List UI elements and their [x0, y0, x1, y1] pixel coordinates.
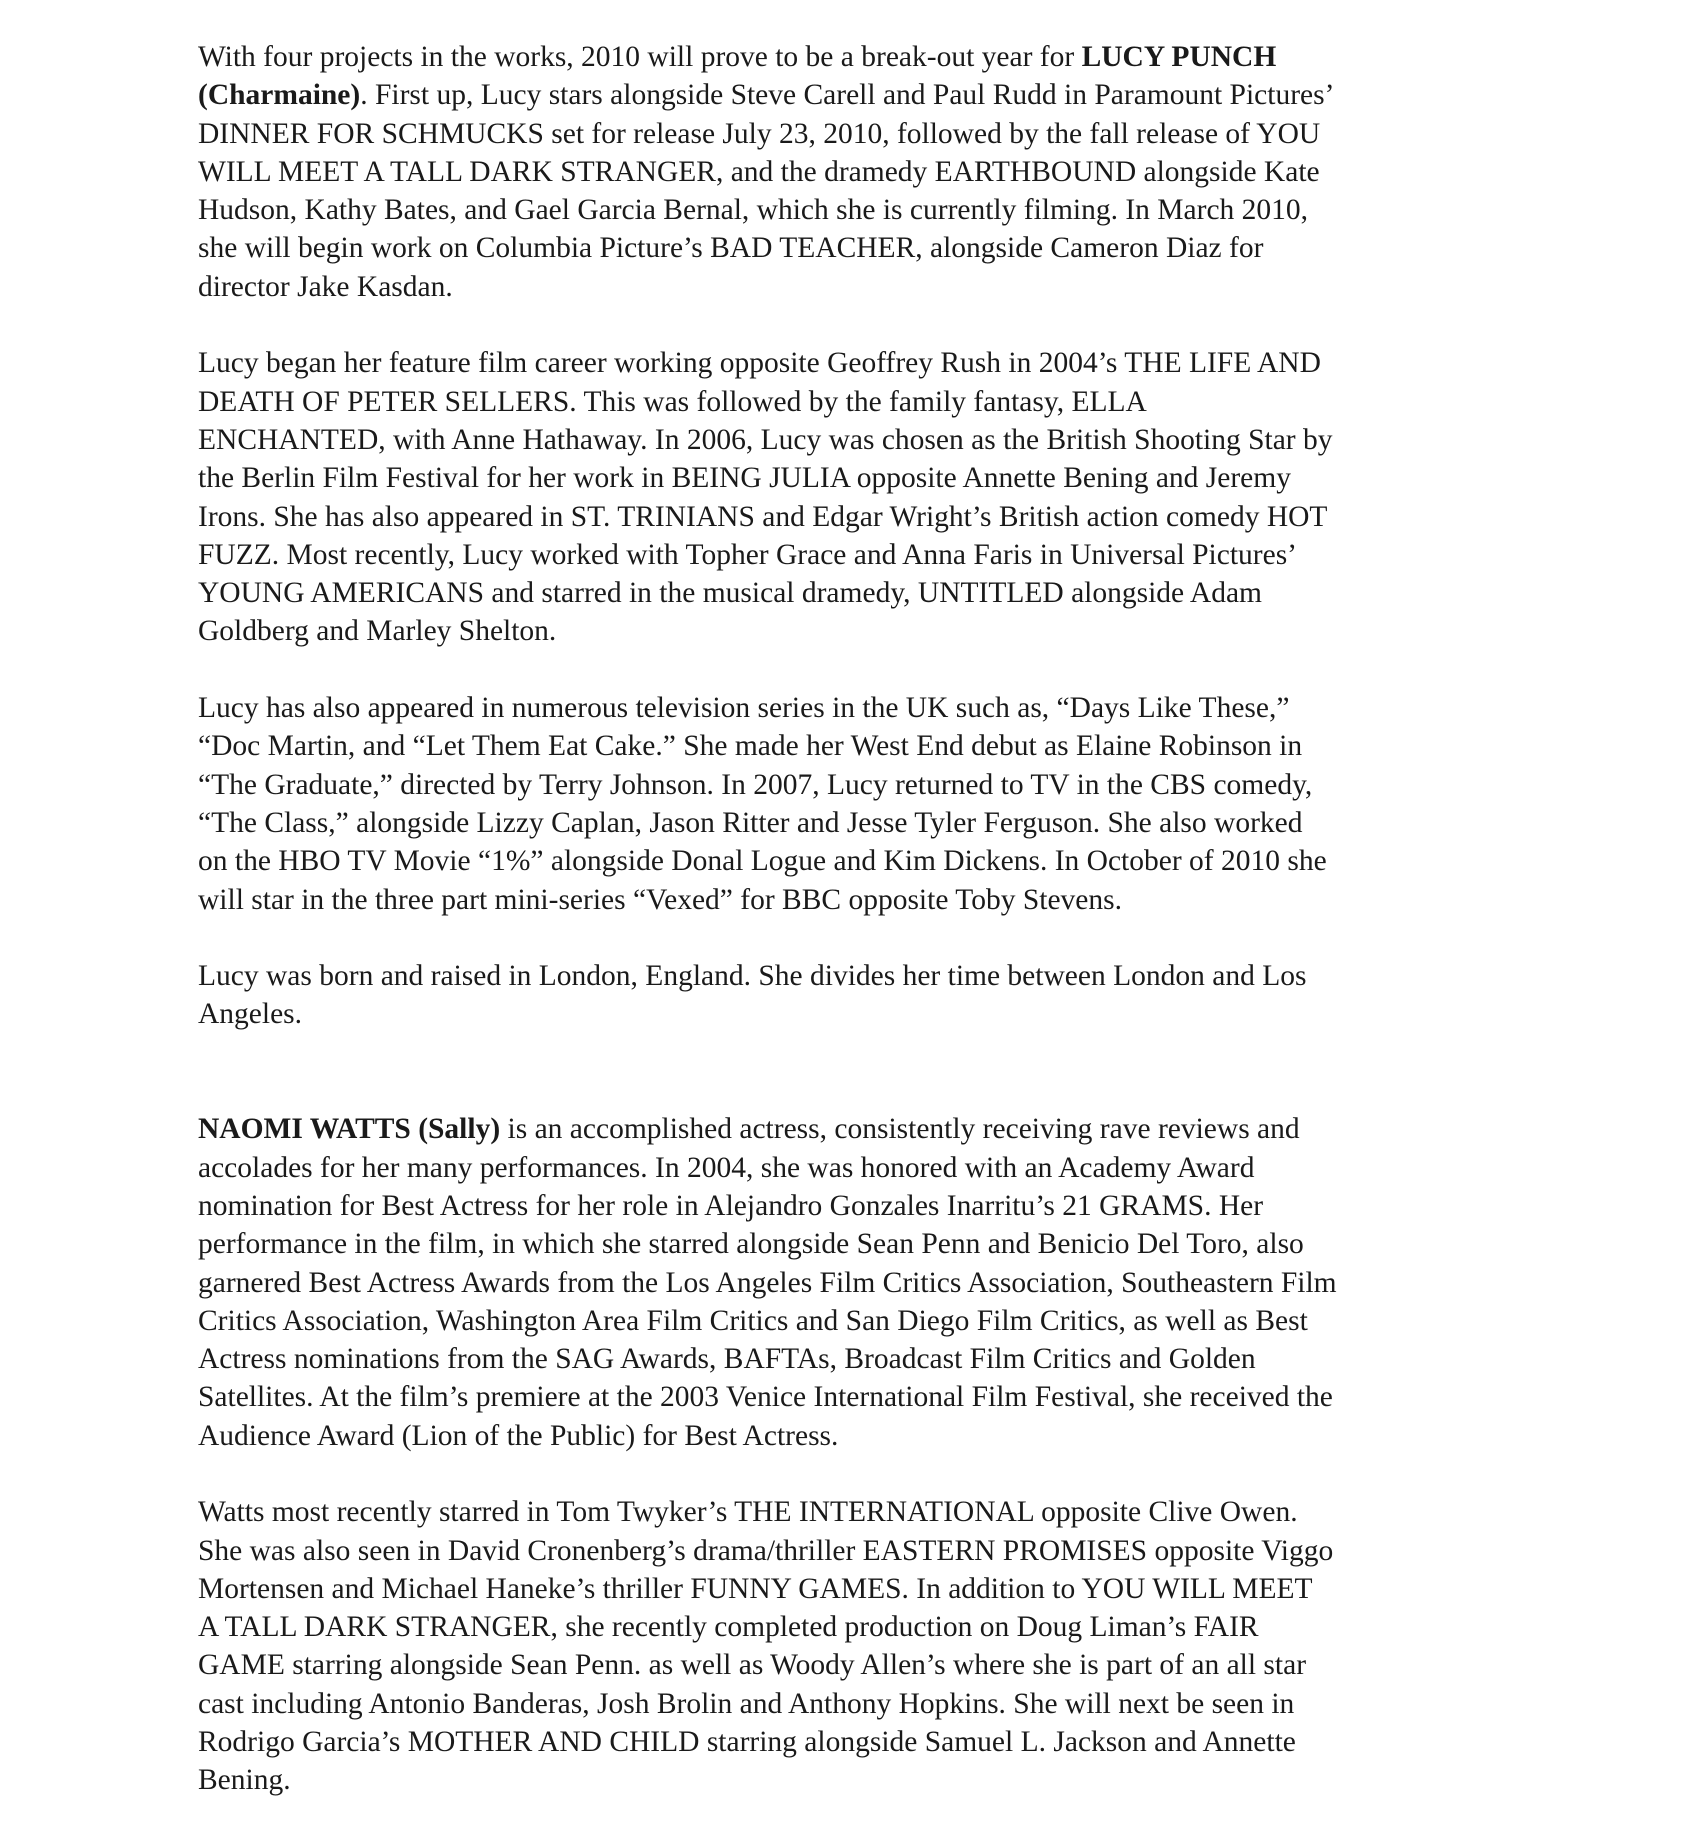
text-line	[198, 1646, 1508, 1684]
text-run: will star in the three part mini-series “Vexed” for BBC opposite Toby Stevens.	[198, 883, 1122, 916]
text-line	[198, 536, 1508, 574]
text-line	[198, 1761, 1508, 1799]
bio-section-2	[198, 1110, 1508, 1799]
text-run: Actress nominations from the SAG Awards, BAFTAs, Broadcast Film Critics and Golden	[198, 1343, 1256, 1376]
text-run: Rodrigo Garcia’s MOTHER AND CHILD starring alongside Samuel L. Jackson and Annette	[198, 1726, 1296, 1759]
text-run: performance in the film, in which she starred alongside Sean Penn and Benicio Del Toro, also	[198, 1228, 1304, 1261]
text-run: Mortensen and Michael Haneke’s thriller FUNNY GAMES. In addition to YOU WILL MEET	[198, 1572, 1313, 1605]
text-line	[198, 1685, 1508, 1723]
text-run: GAME starring alongside Sean Penn. as well as Woody Allen’s where she is part of an all star	[198, 1649, 1307, 1682]
text-line	[198, 689, 1508, 727]
text-run: Angeles.	[198, 998, 303, 1031]
text-run: FUZZ. Most recently, Lucy worked with Topher Grace and Anna Faris in Universal Pictures’	[198, 538, 1298, 571]
text-run: Lucy has also appeared in numerous television series in the UK such as, “Days Like These,”	[198, 692, 1290, 725]
text-run: Bening.	[198, 1764, 291, 1797]
text-run: Satellites. At the film’s premiere at the 2003 Venice International Film Festival, she received the	[198, 1381, 1333, 1414]
text-line	[198, 1225, 1508, 1263]
text-run: Lucy began her feature film career working opposite Geoffrey Rush in 2004’s THE LIFE AND	[198, 347, 1321, 380]
text-line	[198, 1493, 1508, 1531]
text-line	[198, 957, 1508, 995]
text-run: DEATH OF PETER SELLERS. This was followed by the family fantasy, ELLA	[198, 385, 1147, 418]
text-run: Irons. She has also appeared in ST. TRINIANS and Edgar Wright’s British action comedy HOT	[198, 500, 1328, 533]
text-run: DINNER FOR SCHMUCKS set for release July 23, 2010, followed by the fall release of YOU	[198, 117, 1321, 150]
text-line	[198, 1570, 1508, 1608]
bio-paragraph	[198, 1110, 1508, 1455]
text-run: she will begin work on Columbia Picture’s BAD TEACHER, alongside Cameron Diaz for	[198, 232, 1264, 265]
text-run: Critics Association, Washington Area Film Critics and San Diego Film Critics, as well as Best	[198, 1304, 1308, 1337]
bio-paragraph	[198, 1493, 1508, 1799]
text-line	[198, 344, 1508, 382]
text-run: Goldberg and Marley Shelton.	[198, 615, 557, 648]
text-run: “The Graduate,” directed by Terry Johnson. In 2007, Lucy returned to TV in the CBS comedy,	[198, 768, 1313, 801]
text-line	[198, 459, 1508, 497]
actor-name-emphasis: NAOMI WATTS (Sally)	[198, 1113, 501, 1146]
text-run: YOUNG AMERICANS and starred in the musical dramedy, UNTITLED alongside Adam	[198, 577, 1262, 610]
text-run: WILL MEET A TALL DARK STRANGER, and the dramedy EARTHBOUND alongside Kate	[198, 155, 1320, 188]
text-run: ENCHANTED, with Anne Hathaway. In 2006, Lucy was chosen as the British Shooting Star by	[198, 423, 1333, 456]
text-run: “Doc Martin, and “Let Them Eat Cake.” She made her West End debut as Elaine Robinson in	[198, 730, 1303, 763]
text-line	[198, 191, 1508, 229]
bio-paragraph	[198, 957, 1508, 1034]
text-run: Hudson, Kathy Bates, and Gael Garcia Bernal, which she is currently filming. In March 2010,	[198, 194, 1309, 227]
text-run: She was also seen in David Cronenberg’s drama/thriller EASTERN PROMISES opposite Viggo	[198, 1534, 1334, 1567]
text-run: “The Class,” alongside Lizzy Caplan, Jason Ritter and Jesse Tyler Ferguson. She also worked	[198, 806, 1303, 839]
text-run: garnered Best Actress Awards from the Los Angeles Film Critics Association, Southeastern Film	[198, 1266, 1337, 1299]
text-line	[198, 38, 1508, 76]
text-line	[198, 1302, 1508, 1340]
text-line	[198, 1378, 1508, 1416]
text-line	[198, 574, 1508, 612]
text-run: nomination for Best Actress for her role in Alejandro Gonzales Inarritu’s 21 GRAMS. Her	[198, 1189, 1264, 1222]
text-line	[198, 229, 1508, 267]
text-line	[198, 383, 1508, 421]
text-run: director Jake Kasdan.	[198, 270, 453, 303]
text-line	[198, 1417, 1508, 1455]
text-run: is an accomplished actress, consistently receiving rave reviews and	[500, 1113, 1300, 1146]
text-run: accolades for her many performances. In 2004, she was honored with an Academy Award	[198, 1151, 1255, 1184]
text-line	[198, 881, 1508, 919]
text-run: Lucy was born and raised in London, England. She divides her time between London and Los	[198, 960, 1307, 993]
text-line	[198, 153, 1508, 191]
text-line	[198, 1723, 1508, 1761]
document-page	[198, 38, 1508, 1800]
text-run: Audience Award (Lion of the Public) for Best Actress.	[198, 1419, 839, 1452]
text-line	[198, 268, 1508, 306]
text-line	[198, 1187, 1508, 1225]
text-line	[198, 727, 1508, 765]
text-line	[198, 498, 1508, 536]
text-line	[198, 1608, 1508, 1646]
text-run: the Berlin Film Festival for her work in BEING JULIA opposite Annette Bening and Jeremy	[198, 462, 1291, 495]
actor-name-emphasis: (Charmaine)	[198, 79, 361, 112]
text-run: on the HBO TV Movie “1%” alongside Donal Logue and Kim Dickens. In October of 2010 she	[198, 845, 1327, 878]
text-line	[198, 76, 1508, 114]
text-line	[198, 1264, 1508, 1302]
text-run: A TALL DARK STRANGER, she recently completed production on Doug Liman’s FAIR	[198, 1611, 1259, 1644]
text-line	[198, 804, 1508, 842]
actor-name-emphasis: LUCY PUNCH	[1081, 41, 1277, 73]
text-line	[198, 115, 1508, 153]
text-line	[198, 421, 1508, 459]
text-line	[198, 995, 1508, 1033]
text-line	[198, 1149, 1508, 1187]
bio-paragraph	[198, 344, 1508, 650]
text-line	[198, 1340, 1508, 1378]
bio-paragraph	[198, 38, 1508, 306]
text-line	[198, 1532, 1508, 1570]
bio-section-1	[198, 38, 1508, 1034]
text-line	[198, 612, 1508, 650]
text-run: . First up, Lucy stars alongside Steve Carell and Paul Rudd in Paramount Pictures’	[360, 79, 1335, 112]
text-line	[198, 842, 1508, 880]
bio-paragraph	[198, 689, 1508, 919]
text-line	[198, 766, 1508, 804]
text-line	[198, 1110, 1508, 1148]
text-run: With four projects in the works, 2010 will prove to be a break-out year for	[198, 41, 1082, 73]
text-run: Watts most recently starred in Tom Twyker’s THE INTERNATIONAL opposite Clive Owen.	[198, 1496, 1298, 1529]
text-run: cast including Antonio Banderas, Josh Brolin and Anthony Hopkins. She will next be seen in	[198, 1687, 1295, 1720]
